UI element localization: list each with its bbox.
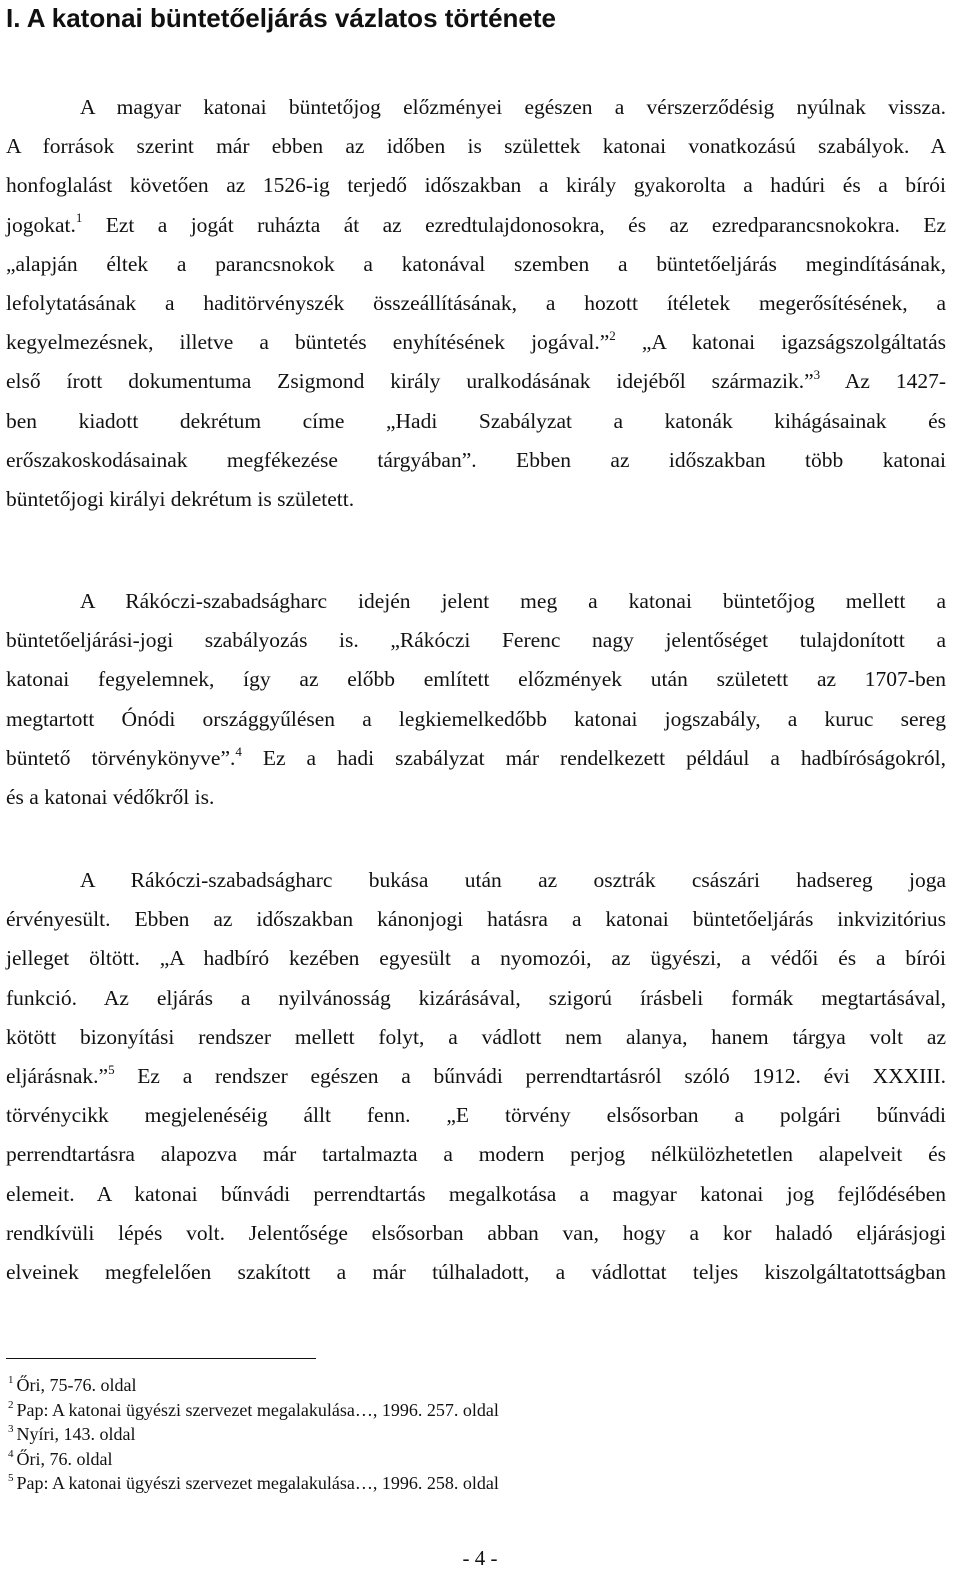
text-line: [6, 329, 946, 355]
text-line: honfoglalást követően az 1526-ig terjedő időszakban a király gyakorolta a hadúri és a bírói: [6, 173, 946, 198]
footnote-number: 2: [8, 1398, 14, 1411]
footnote: [8, 1399, 499, 1421]
footnote-number: 5: [8, 1472, 14, 1484]
text-line: büntetőeljárási-jogi szabályozás is. „Rákóczi Ferenc nagy jelentőséget tulajdonított a: [6, 628, 946, 653]
footnote-text: Őri, 75-76. oldal: [16, 1375, 137, 1395]
text-line: büntetőjogi királyi dekrétum is született.: [6, 487, 355, 511]
text-line: A magyar katonai büntetőjog előzményei egészen a vérszerződésig nyúlnak vissza.: [80, 95, 946, 119]
footnote-ref: 5: [108, 1061, 115, 1077]
line-text: eljárásnak.”: [6, 1064, 109, 1088]
line-text: jogokat.: [6, 212, 76, 237]
footnote-ref: 4: [235, 743, 242, 759]
text-line: kötött bizonyítási rendszer mellett folyt, a vádlott nem alanya, hanem tárgya volt az: [6, 1024, 946, 1049]
footnote-separator: [6, 1358, 316, 1359]
footnote-ref: 1: [75, 210, 83, 226]
text-line: lefolytatásának a haditörvényszék összeállításának, a hozott ítéletek megerősítésének, a: [6, 291, 946, 315]
footnote-number: 1: [8, 1374, 14, 1386]
line-text: Az 1427-: [820, 369, 946, 394]
text-line: A források szerint már ebben az időben is születtek katonai vonatkozású szabályok. A: [6, 134, 946, 159]
text-line: [6, 745, 946, 771]
footnote-text: Pap: A katonai ügyészi szervezet megalakulása…, 1996. 258. oldal: [16, 1473, 499, 1493]
footnote-text: Őri, 76. oldal: [16, 1448, 113, 1469]
text-line: és a katonai védőkről is.: [6, 785, 215, 809]
text-line: „alapján éltek a parancsnokok a katonával szemben a büntetőeljárás megindításának,: [6, 251, 946, 276]
line-text: első írott dokumentuma Zsigmond király uralkodásának idejéből származik.”: [6, 369, 814, 394]
text-line: erőszakoskodásainak megfékezése tárgyában”. Ebben az időszakban több katonai: [6, 447, 946, 472]
footnote-ref: 3: [813, 367, 821, 383]
line-text: Ezt a jogát ruházta át az ezredtulajdonosokra, és az ezredparancsnokokra. Ez: [82, 212, 946, 237]
footnote: [8, 1472, 499, 1494]
text-line: elemeit. A katonai bűnvádi perrendtartás megalkotása a magyar katonai jog fejlődésében: [6, 1181, 946, 1206]
footnote-number: 4: [8, 1447, 14, 1460]
text-line: katonai fegyelemnek, így az előbb említett előzmények után született az 1707-ben: [6, 667, 946, 692]
footnote-text: Nyíri, 143. oldal: [16, 1424, 136, 1444]
page-number: - 4 -: [462, 1546, 498, 1570]
text-line: elveinek megfelelően szakított a már túlhaladott, a vádlottat teljes kiszolgáltatottságban: [6, 1260, 946, 1284]
text-line: A Rákóczi-szabadságharc idején jelent meg a katonai büntetőjog mellett a: [80, 589, 946, 613]
text-line: A Rákóczi-szabadságharc bukása után az osztrák császári hadsereg joga: [80, 868, 946, 892]
footnote: [8, 1423, 136, 1445]
footnote-number: 3: [8, 1423, 14, 1435]
footnote-text: Pap: A katonai ügyészi szervezet megalakulása…, 1996. 257. oldal: [16, 1399, 499, 1420]
line-text: kegyelmezésnek, illetve a büntetés enyhítésének jogával.”: [6, 330, 610, 355]
footnote: [8, 1374, 136, 1396]
line-text: „A katonai igazságszolgáltatás: [615, 330, 946, 355]
line-text: büntető törvénykönyve”.: [6, 745, 236, 770]
text-line: perrendtartásra alapozva már tartalmazta a modern perjog nélkülözhetetlen alapelveit és: [6, 1142, 946, 1167]
footnote: [8, 1448, 113, 1470]
text-line: [6, 212, 946, 238]
footnote-ref: 2: [609, 328, 616, 344]
text-line: érvényesült. Ebben az időszakban kánonjogi hatásra a katonai büntetőeljárás inkvizitórius: [6, 907, 946, 932]
line-text: Ez a hadi szabályzat már rendelkezett például a hadbíróságokról,: [241, 745, 946, 770]
text-line: megtartott Ónódi országgyűlésen a legkiemelkedőbb katonai jogszabály, a kuruc sereg: [6, 706, 946, 731]
text-line: jelleget öltött. „A hadbíró kezében egyesült a nyomozói, az ügyészi, a védői és a bírói: [6, 946, 946, 971]
text-line: [6, 368, 946, 394]
text-line: funkció. Az eljárás a nyilvánosság kizárásával, szigorú írásbeli formák megtartásával,: [6, 985, 946, 1010]
text-line: rendkívüli lépés volt. Jelentősége elsősorban abban van, hogy a kor haladó eljárásjogi: [6, 1220, 946, 1245]
line-text: Ez a rendszer egészen a bűnvádi perrendtartásról szóló 1912. évi XXXIII.: [114, 1064, 946, 1088]
page-title: I. A katonai büntetőeljárás vázlatos története: [6, 3, 556, 33]
text-line: ben kiadott dekrétum címe „Hadi Szabályzat a katonák kihágásainak és: [6, 408, 946, 433]
text-line: törvénycikk megjelenéséig állt fenn. „E törvény elsősorban a polgári bűnvádi: [6, 1103, 946, 1128]
text-line: [6, 1063, 946, 1089]
